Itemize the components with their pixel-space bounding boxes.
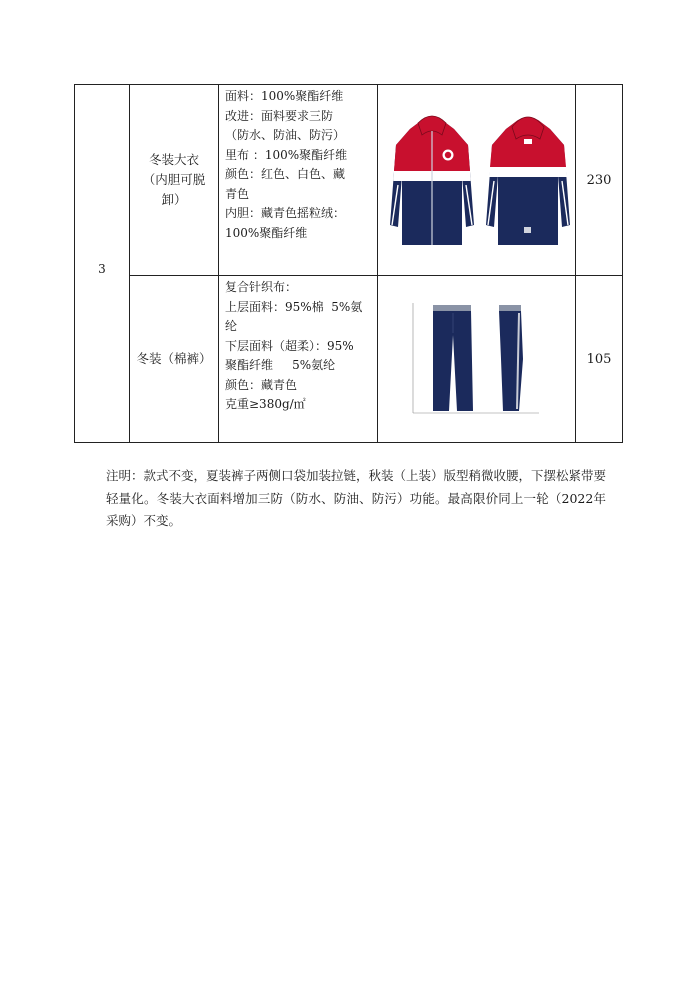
table-row (75, 85, 623, 276)
item-desc-cell (219, 85, 378, 276)
pants-side-icon (499, 305, 523, 411)
desc-line: 100%聚酯纤维 (225, 225, 308, 240)
item-image-cell (378, 85, 576, 276)
jacket-front-icon (390, 116, 474, 245)
desc-line: 面料：100%聚酯纤维 (225, 89, 344, 103)
desc-line: 聚酯纤维 5%氨纶 (225, 358, 336, 372)
desc-line: 青色 (225, 186, 250, 201)
desc-line: 纶 (225, 319, 238, 333)
desc-line: 下层面料（超柔）：95% (225, 338, 354, 353)
note-paragraph: 注明：款式不变，夏装裤子两侧口袋加装拉链，秋装（上装）版型稍微收腰，下摆松紧带要轻量化。冬装大衣面料增加三防（防水、防油、防污）功能。最高限价同上一轮（2022年采购）不变。 (106, 468, 607, 528)
jacket-back-icon (486, 117, 570, 245)
item-number-cell (75, 85, 130, 443)
desc-line: 复合针织布： (225, 280, 298, 294)
item-number: 3 (98, 261, 106, 276)
item-name-cell (130, 276, 219, 443)
item-name-line: （内胆可脱 (142, 172, 206, 187)
item-name-line: 卸） (161, 192, 187, 207)
desc-line: （防水、防油、防污） (225, 128, 346, 142)
item-desc-cell (219, 276, 378, 443)
item-name-line: 冬装大衣 (148, 152, 199, 167)
cotton-pants-illustration-icon (407, 299, 547, 419)
item-price: 230 (586, 172, 612, 188)
desc-line: 里布 ：100%聚酯纤维 (225, 147, 348, 162)
item-name-cell (130, 85, 219, 276)
desc-line: 颜色：藏青色 (225, 377, 298, 392)
desc-line: 颜色：红色、白色、藏 (225, 167, 346, 181)
desc-line: 改进：面料要求三防 (225, 108, 334, 123)
item-image-cell (378, 276, 576, 443)
desc-line: 内胆：藏青色摇粒绒： (225, 206, 346, 220)
pants-front-icon (433, 305, 473, 411)
desc-line: 上层面料：95%棉 5%氨 (225, 299, 363, 314)
item-price-cell (576, 85, 623, 276)
item-price: 105 (586, 351, 612, 367)
item-name-line: 冬装（棉裤） (136, 351, 212, 366)
item-price-cell (576, 276, 623, 443)
desc-line: 克重≥380g/㎡ (225, 397, 306, 411)
spec-table (74, 84, 623, 443)
table-row (75, 276, 623, 443)
winter-jacket-illustration-icon (382, 105, 572, 255)
